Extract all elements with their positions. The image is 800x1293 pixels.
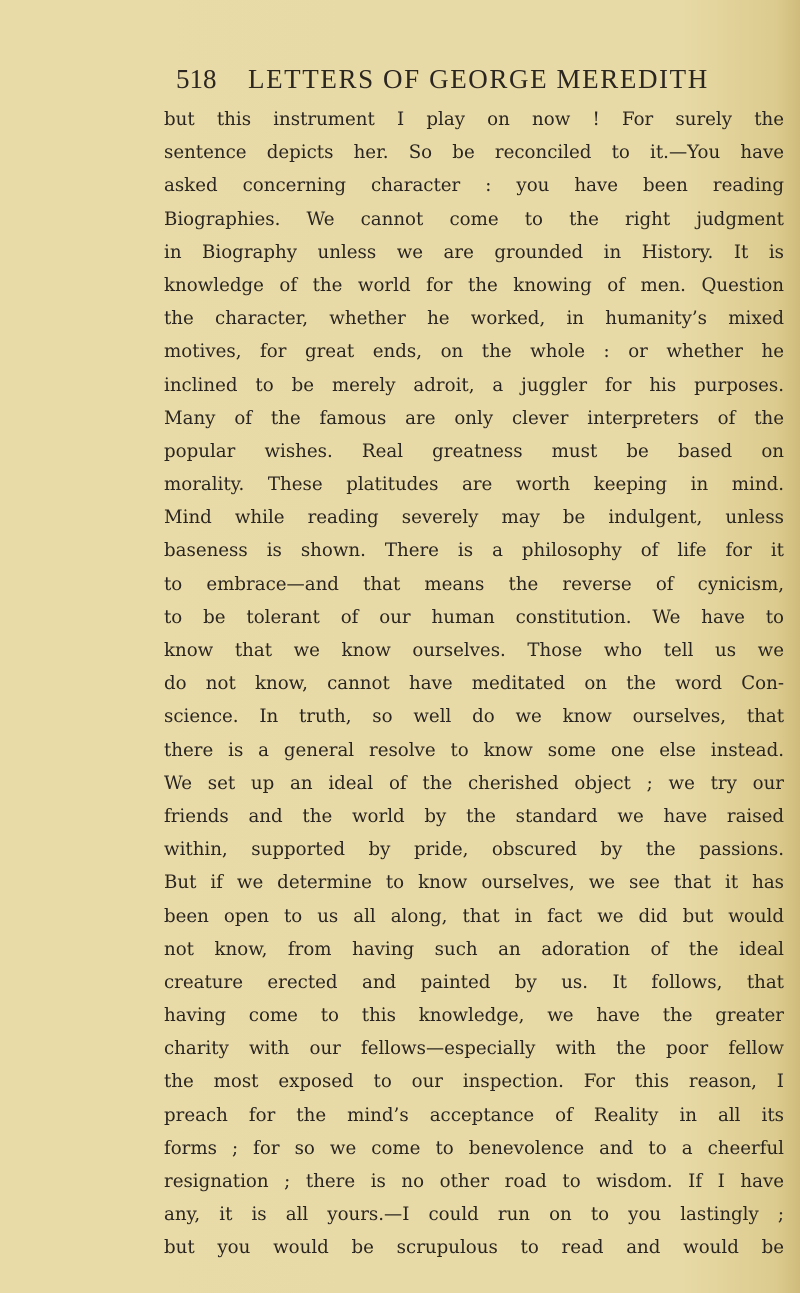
text-line: But if we determine to know ourselves, we see that it has [164,872,784,894]
text-line: but you would be scrupulous to read and would be [164,1237,784,1259]
text-line: sentence depicts her. So be reconciled to it.—You have [164,142,784,164]
text-line: the character, whether he worked, in humanity’s mixed [164,308,784,330]
text-line: to embrace—and that means the reverse of cynicism, [164,573,784,595]
text-line: not know, from having such an adoration of the ideal [164,938,784,960]
running-head: LETTERS OF GEORGE MEREDITH [248,64,709,94]
text-line: knowledge of the world for the knowing of men. Question [164,274,784,296]
text-line: forms ; for so we come to benevolence and to a cheerful [164,1137,784,1159]
text-line: there is a general resolve to know some one else instead. [164,739,784,761]
text-line: popular wishes. Real greatness must be based on [164,440,784,462]
text-line: Many of the famous are only clever interpreters of the [164,407,784,429]
text-line: We set up an ideal of the cherished object ; we try our [164,772,784,794]
text-line: friends and the world by the standard we have raised [164,805,784,827]
text-line: having come to this knowledge, we have the greater [164,1005,784,1027]
text-line: preach for the mind’s acceptance of Reality in all its [164,1104,784,1126]
text-line: within, supported by pride, obscured by the passions. [164,839,784,861]
text-line: Biographies. We cannot come to the right judgment [164,208,784,230]
text-line: creature erected and painted by us. It follows, that [164,971,784,993]
text-line: but this instrument I play on now ! For surely the [164,109,784,130]
text-line: to be tolerant of our human constitution. We have to [164,606,784,628]
text-line: charity with our fellows—especially with the poor fellow [164,1038,784,1060]
text-line: inclined to be merely adroit, a juggler for his purposes. [164,374,784,396]
text-line: science. In truth, so well do we know ourselves, that [164,706,784,728]
page-number: 518 [176,64,217,94]
text-line: know that we know ourselves. Those who tell us we [164,640,784,661]
text-line: motives, for great ends, on the whole : or whether he [164,341,784,363]
text-line: baseness is shown. There is a philosophy of life for it [164,540,784,562]
text-line: any, it is all yours.—I could run on to you lastingly ; [164,1204,784,1226]
letter-body-text [164,103,784,1265]
text-line: morality. These platitudes are worth keeping in mind. [164,474,784,496]
text-line: asked concerning character : you have been reading [164,175,784,197]
text-line: Mind while reading severely may be indulgent, unless [164,507,784,529]
text-line: resignation ; there is no other road to wisdom. If I have [164,1171,784,1192]
text-line: do not know, cannot have meditated on the word Con- [164,673,784,695]
text-line: the most exposed to our inspection. For this reason, I [164,1071,784,1093]
text-line: been open to us all along, that in fact we did but would [164,905,784,927]
text-line: in Biography unless we are grounded in History. It is [164,241,784,263]
page-header [176,56,709,102]
